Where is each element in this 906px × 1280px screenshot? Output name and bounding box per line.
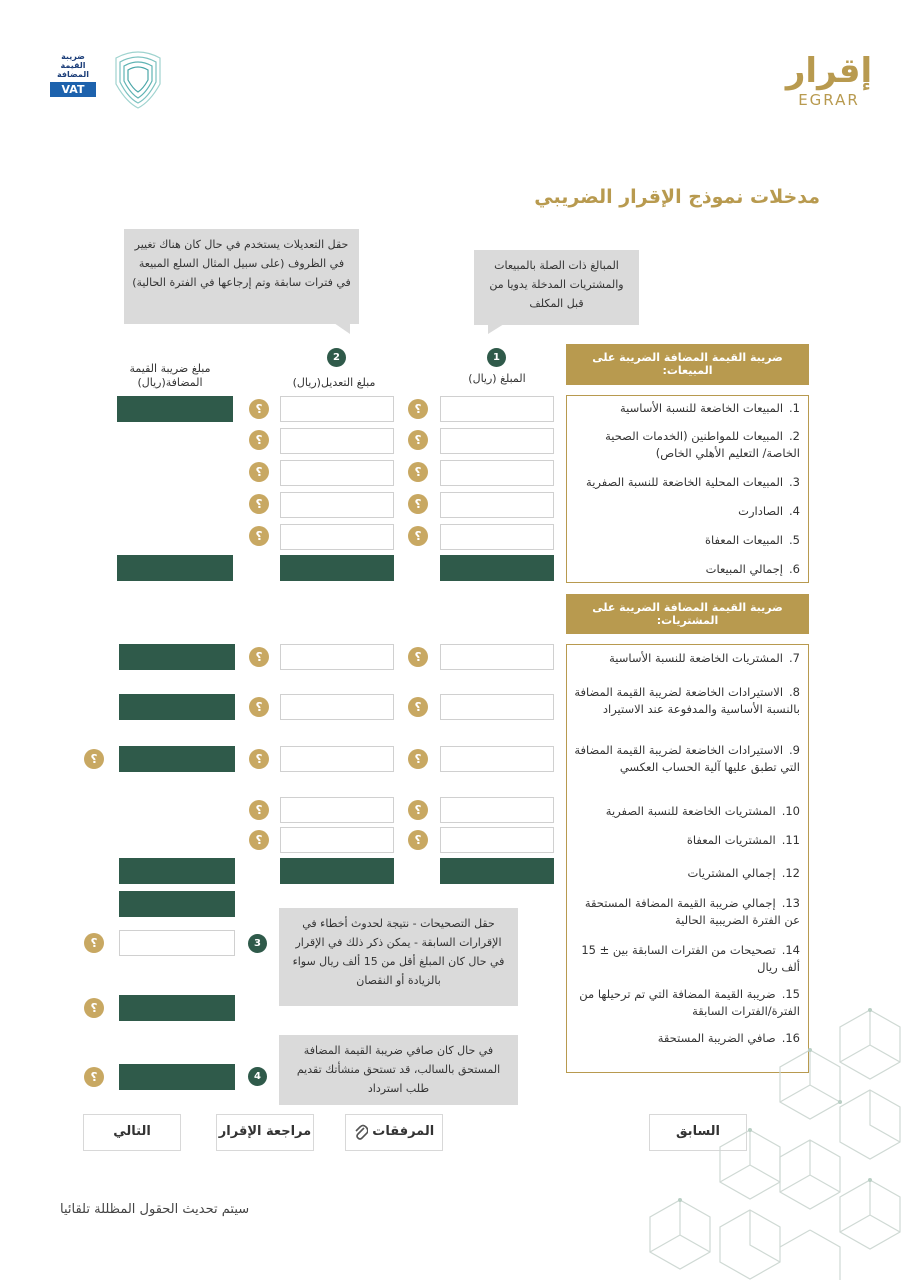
vat-logo-en: VAT bbox=[50, 82, 96, 97]
hint-bubble-refund: في حال كان صافي ضريبة القيمة المضافة المستحق بالسالب، قد تستحق منشأتك تقديم طلب استرداد bbox=[279, 1035, 518, 1105]
row-text: ضريبة القيمة المضافة التي تم ترحيلها من الفترة/الفترات السابقة bbox=[579, 987, 800, 1018]
amount-field-1[interactable] bbox=[440, 396, 554, 422]
auto-update-note: سيتم تحديث الحقول المظللة تلقائيا bbox=[60, 1202, 250, 1217]
row-text: تصحيحات من الفترات السابقة بين ± 15 ألف ريال bbox=[581, 943, 800, 974]
review-return-button[interactable]: مراجعة الإقرار bbox=[216, 1114, 314, 1151]
amount-field-7[interactable] bbox=[440, 644, 554, 670]
amount-total-sales bbox=[440, 555, 554, 581]
help-icon[interactable]: ؟ bbox=[408, 749, 428, 769]
help-icon[interactable]: ؟ bbox=[249, 749, 269, 769]
row-text: الاستيرادات الخاضعة لضريبة القيمة المضافة بالنسبة الأساسية والمدفوعة عند الاستيراد bbox=[574, 685, 800, 716]
row-number: 16. bbox=[781, 1031, 800, 1045]
adjustment-field-11[interactable] bbox=[280, 827, 394, 853]
help-icon[interactable]: ؟ bbox=[249, 462, 269, 482]
row-label-14 bbox=[572, 942, 800, 976]
help-icon[interactable]: ؟ bbox=[408, 526, 428, 546]
row-number: 6. bbox=[789, 562, 800, 576]
amount-field-2[interactable] bbox=[440, 428, 554, 454]
row-text: المشتريات الخاضعة للنسبة الصفرية bbox=[605, 804, 776, 818]
row-label-2 bbox=[572, 428, 800, 462]
row-number: 2. bbox=[789, 429, 800, 443]
vat-field-15 bbox=[119, 995, 235, 1021]
egrar-logo-en: EGRAR bbox=[798, 91, 860, 109]
row-text: المبيعات الخاضعة للنسبة الأساسية bbox=[619, 401, 784, 415]
row-label-8 bbox=[572, 684, 800, 718]
row-number: 11. bbox=[781, 833, 800, 847]
amount-field-11[interactable] bbox=[440, 827, 554, 853]
help-icon[interactable]: ؟ bbox=[84, 749, 104, 769]
vat-field-9 bbox=[119, 746, 235, 772]
section-header-purchases: ضريبة القيمة المضافة الضريبة على المشتريات: bbox=[566, 594, 809, 634]
row-text: صافي الضريبة المستحقة bbox=[657, 1031, 776, 1045]
row-label-6 bbox=[572, 561, 800, 578]
help-icon[interactable]: ؟ bbox=[408, 430, 428, 450]
vat-logo bbox=[50, 52, 96, 110]
row-label-9 bbox=[572, 742, 800, 776]
row-number: 8. bbox=[789, 685, 800, 699]
row-number: 9. bbox=[789, 743, 800, 757]
row-text: إجمالي ضريبة القيمة المضافة المستحقة عن الفترة الضريبية الحالية bbox=[584, 896, 800, 927]
next-button[interactable]: التالي bbox=[83, 1114, 181, 1151]
decorative-cube-pattern bbox=[620, 990, 906, 1280]
page-title: مدخلات نموذج الإقرار الضريبي bbox=[534, 186, 820, 208]
help-icon[interactable]: ؟ bbox=[408, 697, 428, 717]
vat-field-8 bbox=[119, 694, 235, 720]
attachments-label: المرفقات bbox=[372, 1124, 435, 1139]
help-icon[interactable]: ؟ bbox=[249, 399, 269, 419]
row-label-3 bbox=[572, 474, 800, 491]
row-text: المشتريات الخاضعة للنسبة الأساسية bbox=[609, 651, 784, 665]
row-label-7 bbox=[572, 650, 800, 667]
help-icon[interactable]: ؟ bbox=[249, 647, 269, 667]
step-number-4: 4 bbox=[248, 1067, 267, 1086]
amount-field-9[interactable] bbox=[440, 746, 554, 772]
adjustment-field-5[interactable] bbox=[280, 524, 394, 550]
row-number: 7. bbox=[789, 651, 800, 665]
paperclip-icon bbox=[354, 1124, 368, 1140]
column-header-amount: المبلغ (ريال) bbox=[468, 372, 526, 385]
row-text: المبيعات المعفاة bbox=[704, 533, 784, 547]
amount-field-8[interactable] bbox=[440, 694, 554, 720]
vat-field-13 bbox=[119, 891, 235, 917]
hint-bubble-amount: المبالغ ذات الصلة بالمبيعات والمشتريات المدخلة يدويا من قبل المكلف bbox=[474, 250, 639, 325]
row-text: المبيعات للمواطنين (الخدمات الصحية الخاصة/ التعليم الأهلي الخاص) bbox=[605, 429, 800, 460]
vat-logo-ar: ضريبة القيمة المضافة bbox=[56, 52, 90, 79]
adjustment-field-9[interactable] bbox=[280, 746, 394, 772]
zatca-emblem-icon bbox=[110, 48, 166, 110]
row-text: إجمالي المشتريات bbox=[687, 866, 776, 880]
hint-bubble-adjustment: حقل التعديلات يستخدم في حال كان هناك تغيير في الظروف (على سبيل المثال السلع المبيعة في فترات سابقة وتم إرجاعها في الفترة الحالية) bbox=[124, 229, 359, 324]
net-vat-due-field bbox=[119, 1064, 235, 1090]
help-icon[interactable]: ؟ bbox=[408, 830, 428, 850]
hint-bubble-corrections: حقل التصحيحات - نتيجة لحدوث أخطاء في الإقرارات السابقة - يمكن ذكر ذلك في الإقرار في حال كان المبلغ أقل من 15 ألف ريال سواء بالزيادة أو النقصان bbox=[279, 908, 518, 1006]
help-icon[interactable]: ؟ bbox=[408, 399, 428, 419]
bubble-pointer-1 bbox=[488, 324, 504, 334]
help-icon[interactable]: ؟ bbox=[84, 933, 104, 953]
adjustment-field-2[interactable] bbox=[280, 428, 394, 454]
help-icon[interactable]: ؟ bbox=[84, 1067, 104, 1087]
help-icon[interactable]: ؟ bbox=[249, 830, 269, 850]
bubble-pointer-2 bbox=[334, 323, 350, 334]
step-number-3: 3 bbox=[248, 934, 267, 953]
adjustment-field-8[interactable] bbox=[280, 694, 394, 720]
column-header-vat: مبلغ ضريبة القيمة المضافة(ريال) bbox=[129, 362, 211, 389]
row-label-13 bbox=[572, 895, 800, 929]
adjustment-total-sales bbox=[280, 555, 394, 581]
row-number: 10. bbox=[781, 804, 800, 818]
vat-field-1 bbox=[117, 396, 233, 422]
help-icon[interactable]: ؟ bbox=[408, 494, 428, 514]
vat-total-purchases bbox=[119, 858, 235, 884]
row-number: 4. bbox=[789, 504, 800, 518]
help-icon[interactable]: ؟ bbox=[249, 697, 269, 717]
row-label-12 bbox=[572, 865, 800, 882]
amount-field-4[interactable] bbox=[440, 492, 554, 518]
row-number: 12. bbox=[781, 866, 800, 880]
adjustment-field-10[interactable] bbox=[280, 797, 394, 823]
row-label-5 bbox=[572, 532, 800, 549]
row-label-11 bbox=[572, 832, 800, 849]
vat-field-7 bbox=[119, 644, 235, 670]
help-icon[interactable]: ؟ bbox=[408, 647, 428, 667]
adjustment-field-4[interactable] bbox=[280, 492, 394, 518]
column-header-adjustment: مبلغ التعديل(ريال) bbox=[292, 376, 376, 389]
egrar-logo-ar: إقرار bbox=[785, 51, 873, 91]
help-icon[interactable]: ؟ bbox=[249, 494, 269, 514]
amount-field-3[interactable] bbox=[440, 460, 554, 486]
step-number-2: 2 bbox=[327, 348, 346, 367]
egrar-logo bbox=[784, 52, 874, 108]
row-text: إجمالي المبيعات bbox=[705, 562, 784, 576]
amount-field-5[interactable] bbox=[440, 524, 554, 550]
help-icon[interactable]: ؟ bbox=[408, 800, 428, 820]
amount-field-10[interactable] bbox=[440, 797, 554, 823]
help-icon[interactable]: ؟ bbox=[249, 430, 269, 450]
row-text: الاستيرادات الخاضعة لضريبة القيمة المضافة التي تطبق عليها آلية الحساب العكسي bbox=[574, 743, 800, 774]
help-icon[interactable]: ؟ bbox=[249, 526, 269, 546]
row-number: 1. bbox=[789, 401, 800, 415]
help-icon[interactable]: ؟ bbox=[408, 462, 428, 482]
row-text: المبيعات المحلية الخاضعة للنسبة الصفرية bbox=[586, 475, 784, 489]
row-text: المشتريات المعفاة bbox=[686, 833, 776, 847]
row-number: 3. bbox=[789, 475, 800, 489]
adjustment-field-3[interactable] bbox=[280, 460, 394, 486]
row-number: 13. bbox=[781, 896, 800, 910]
section-header-sales: ضريبة القيمة المضافة الضريبة على المبيعات: bbox=[566, 344, 809, 385]
row-label-1 bbox=[572, 400, 800, 417]
row-number: 14. bbox=[781, 943, 800, 957]
previous-button[interactable]: السابق bbox=[649, 1114, 747, 1151]
step-number-1: 1 bbox=[487, 348, 506, 367]
attachments-button[interactable] bbox=[345, 1114, 443, 1151]
corrections-field-14[interactable] bbox=[119, 930, 235, 956]
row-text: الصادارت bbox=[738, 504, 784, 518]
adjustment-total-purchases bbox=[280, 858, 394, 884]
vat-total-sales bbox=[117, 555, 233, 581]
row-label-10 bbox=[572, 803, 800, 820]
help-icon[interactable]: ؟ bbox=[84, 998, 104, 1018]
adjustment-field-7[interactable] bbox=[280, 644, 394, 670]
adjustment-field-1[interactable] bbox=[280, 396, 394, 422]
help-icon[interactable]: ؟ bbox=[249, 800, 269, 820]
amount-total-purchases bbox=[440, 858, 554, 884]
row-number: 5. bbox=[789, 533, 800, 547]
row-label-4 bbox=[572, 503, 800, 520]
row-number: 15. bbox=[781, 987, 800, 1001]
